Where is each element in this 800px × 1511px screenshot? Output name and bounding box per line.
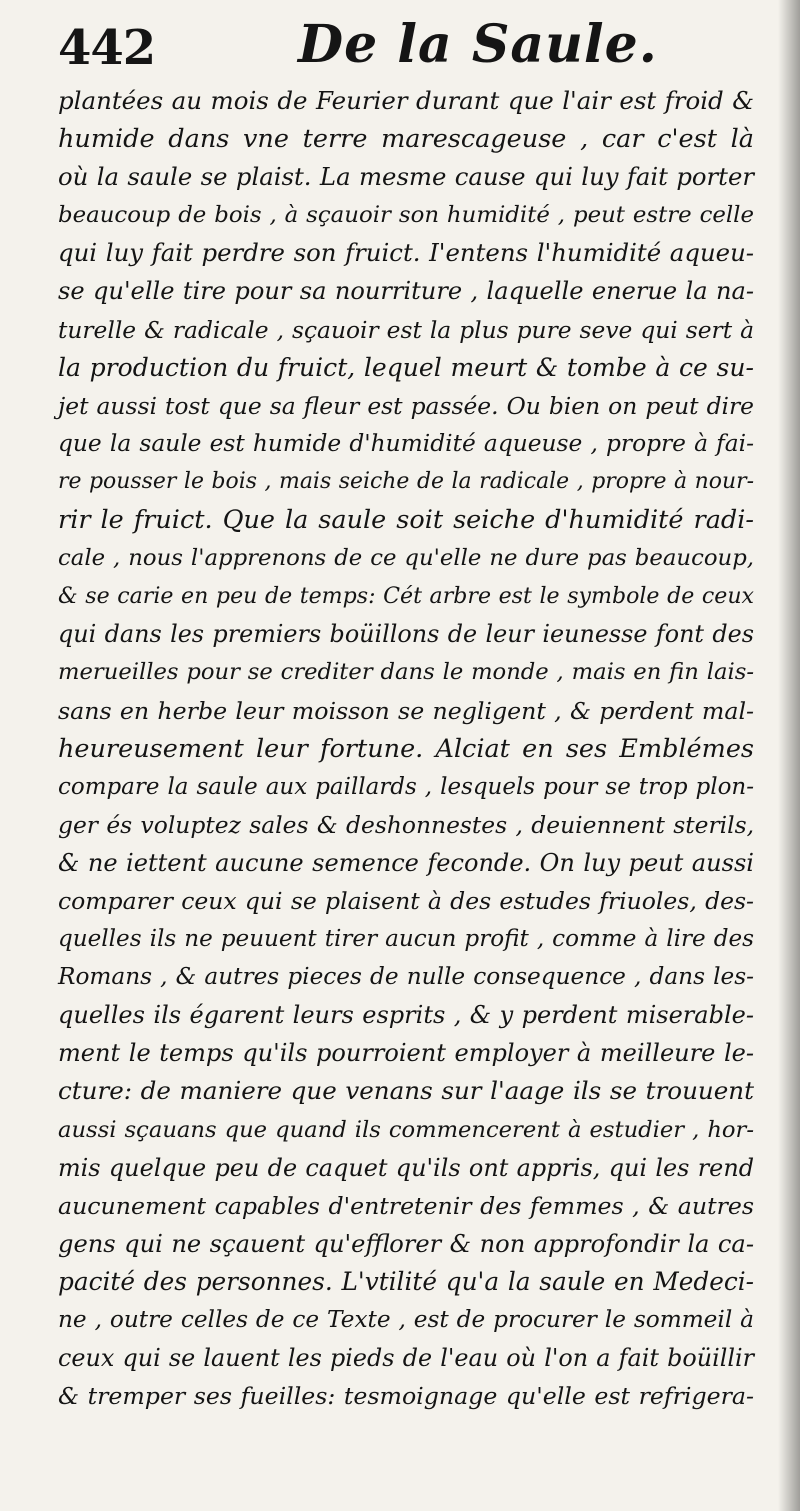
text-line: où la saule se plaist. La mesme cause qui luy fait porter xyxy=(58,162,754,192)
text-line: jet aussi tost que sa fleur est passée. Ou bien on peut dire xyxy=(58,391,754,420)
running-title: De la Saule. xyxy=(298,14,658,75)
page-number: 442 xyxy=(58,20,156,76)
text-line: quelles ils ne peuuent tirer aucun profit , comme à lire des xyxy=(58,926,754,953)
text-line: quelles ils égarent leurs esprits , & y perdent miserable- xyxy=(58,1001,754,1030)
text-line: cture: de maniere que venans sur l'aage ils se trouuent xyxy=(58,1076,754,1106)
text-line: Romans , & autres pieces de nulle consequence , dans les- xyxy=(58,963,754,991)
text-line: rir le fruict. Que la saule soit seiche d'humidité radi- xyxy=(58,505,754,536)
text-line: plantées au mois de Feurier durant que l'air est froid & xyxy=(58,86,754,115)
page-edge-shadow xyxy=(778,0,800,1511)
page-header xyxy=(58,14,748,84)
body-text xyxy=(58,82,754,1415)
text-line: aucunement capables d'entretenir des femmes , & autres xyxy=(58,1191,754,1220)
text-line: que la saule est humide d'humidité aqueuse , propre à fai- xyxy=(58,429,754,457)
text-line: humide dans vne terre marescageuse , car c'est là xyxy=(58,124,754,155)
text-line: la production du fruict, lequel meurt & tombe à ce su- xyxy=(58,352,754,382)
text-line: mis quelque peu de caquet qu'ils ont appris, qui les rend xyxy=(58,1153,754,1182)
text-line: & ne iettent aucune semence feconde. On luy peut aussi xyxy=(58,848,754,877)
text-line: beaucoup de bois , à sçauoir son humidité , peut estre celle xyxy=(58,202,754,229)
text-line: aussi sçauans que quand ils commencerent à estudier , hor- xyxy=(58,1116,754,1143)
text-line: cale , nous l'apprenons de ce qu'elle ne dure pas beaucoup, xyxy=(58,545,754,572)
text-line: pacité des personnes. L'vtilité qu'a la saule en Medeci- xyxy=(58,1266,754,1296)
text-line: ger és voluptez sales & deshonnestes , deuiennent sterils, xyxy=(58,810,754,839)
text-line: comparer ceux qui se plaisent à des estudes friuoles, des- xyxy=(58,886,754,915)
text-line: sans en herbe leur moisson se negligent , & perdent mal- xyxy=(58,696,754,725)
text-line: turelle & radicale , sçauoir est la plus pure seve qui sert à xyxy=(58,315,754,344)
text-line: se qu'elle tire pour sa nourriture , laquelle enerue la na- xyxy=(58,277,754,306)
text-line: re pousser le bois , mais seiche de la radicale , propre à nour- xyxy=(58,468,754,494)
text-line: & tremper ses fueilles: tesmoignage qu'elle est refrigera- xyxy=(58,1382,754,1411)
text-line: ment le temps qu'ils pourroient employer à meilleure le- xyxy=(58,1039,754,1068)
text-line: qui dans les premiers boüillons de leur ieunesse font des xyxy=(58,620,754,649)
text-line: ne , outre celles de ce Texte , est de procurer le sommeil à xyxy=(58,1306,754,1333)
text-line: gens qui ne sçauent qu'efflorer & non approfondir la ca- xyxy=(58,1229,754,1258)
text-line: qui luy fait perdre son fruict. I'entens l'humidité aqueu- xyxy=(58,238,754,268)
text-line: & se carie en peu de temps: Cét arbre est le symbole de ceux xyxy=(58,583,754,610)
text-line: ceux qui se lauent les pieds de l'eau où l'on a fait boüillir xyxy=(58,1344,754,1373)
text-line: heureusement leur fortune. Alciat en ses Emblémes xyxy=(58,733,754,764)
text-line: compare la saule aux paillards , lesquels pour se trop plon- xyxy=(58,773,754,800)
text-line: merueilles pour se crediter dans le monde , mais en fin lais- xyxy=(58,659,754,686)
